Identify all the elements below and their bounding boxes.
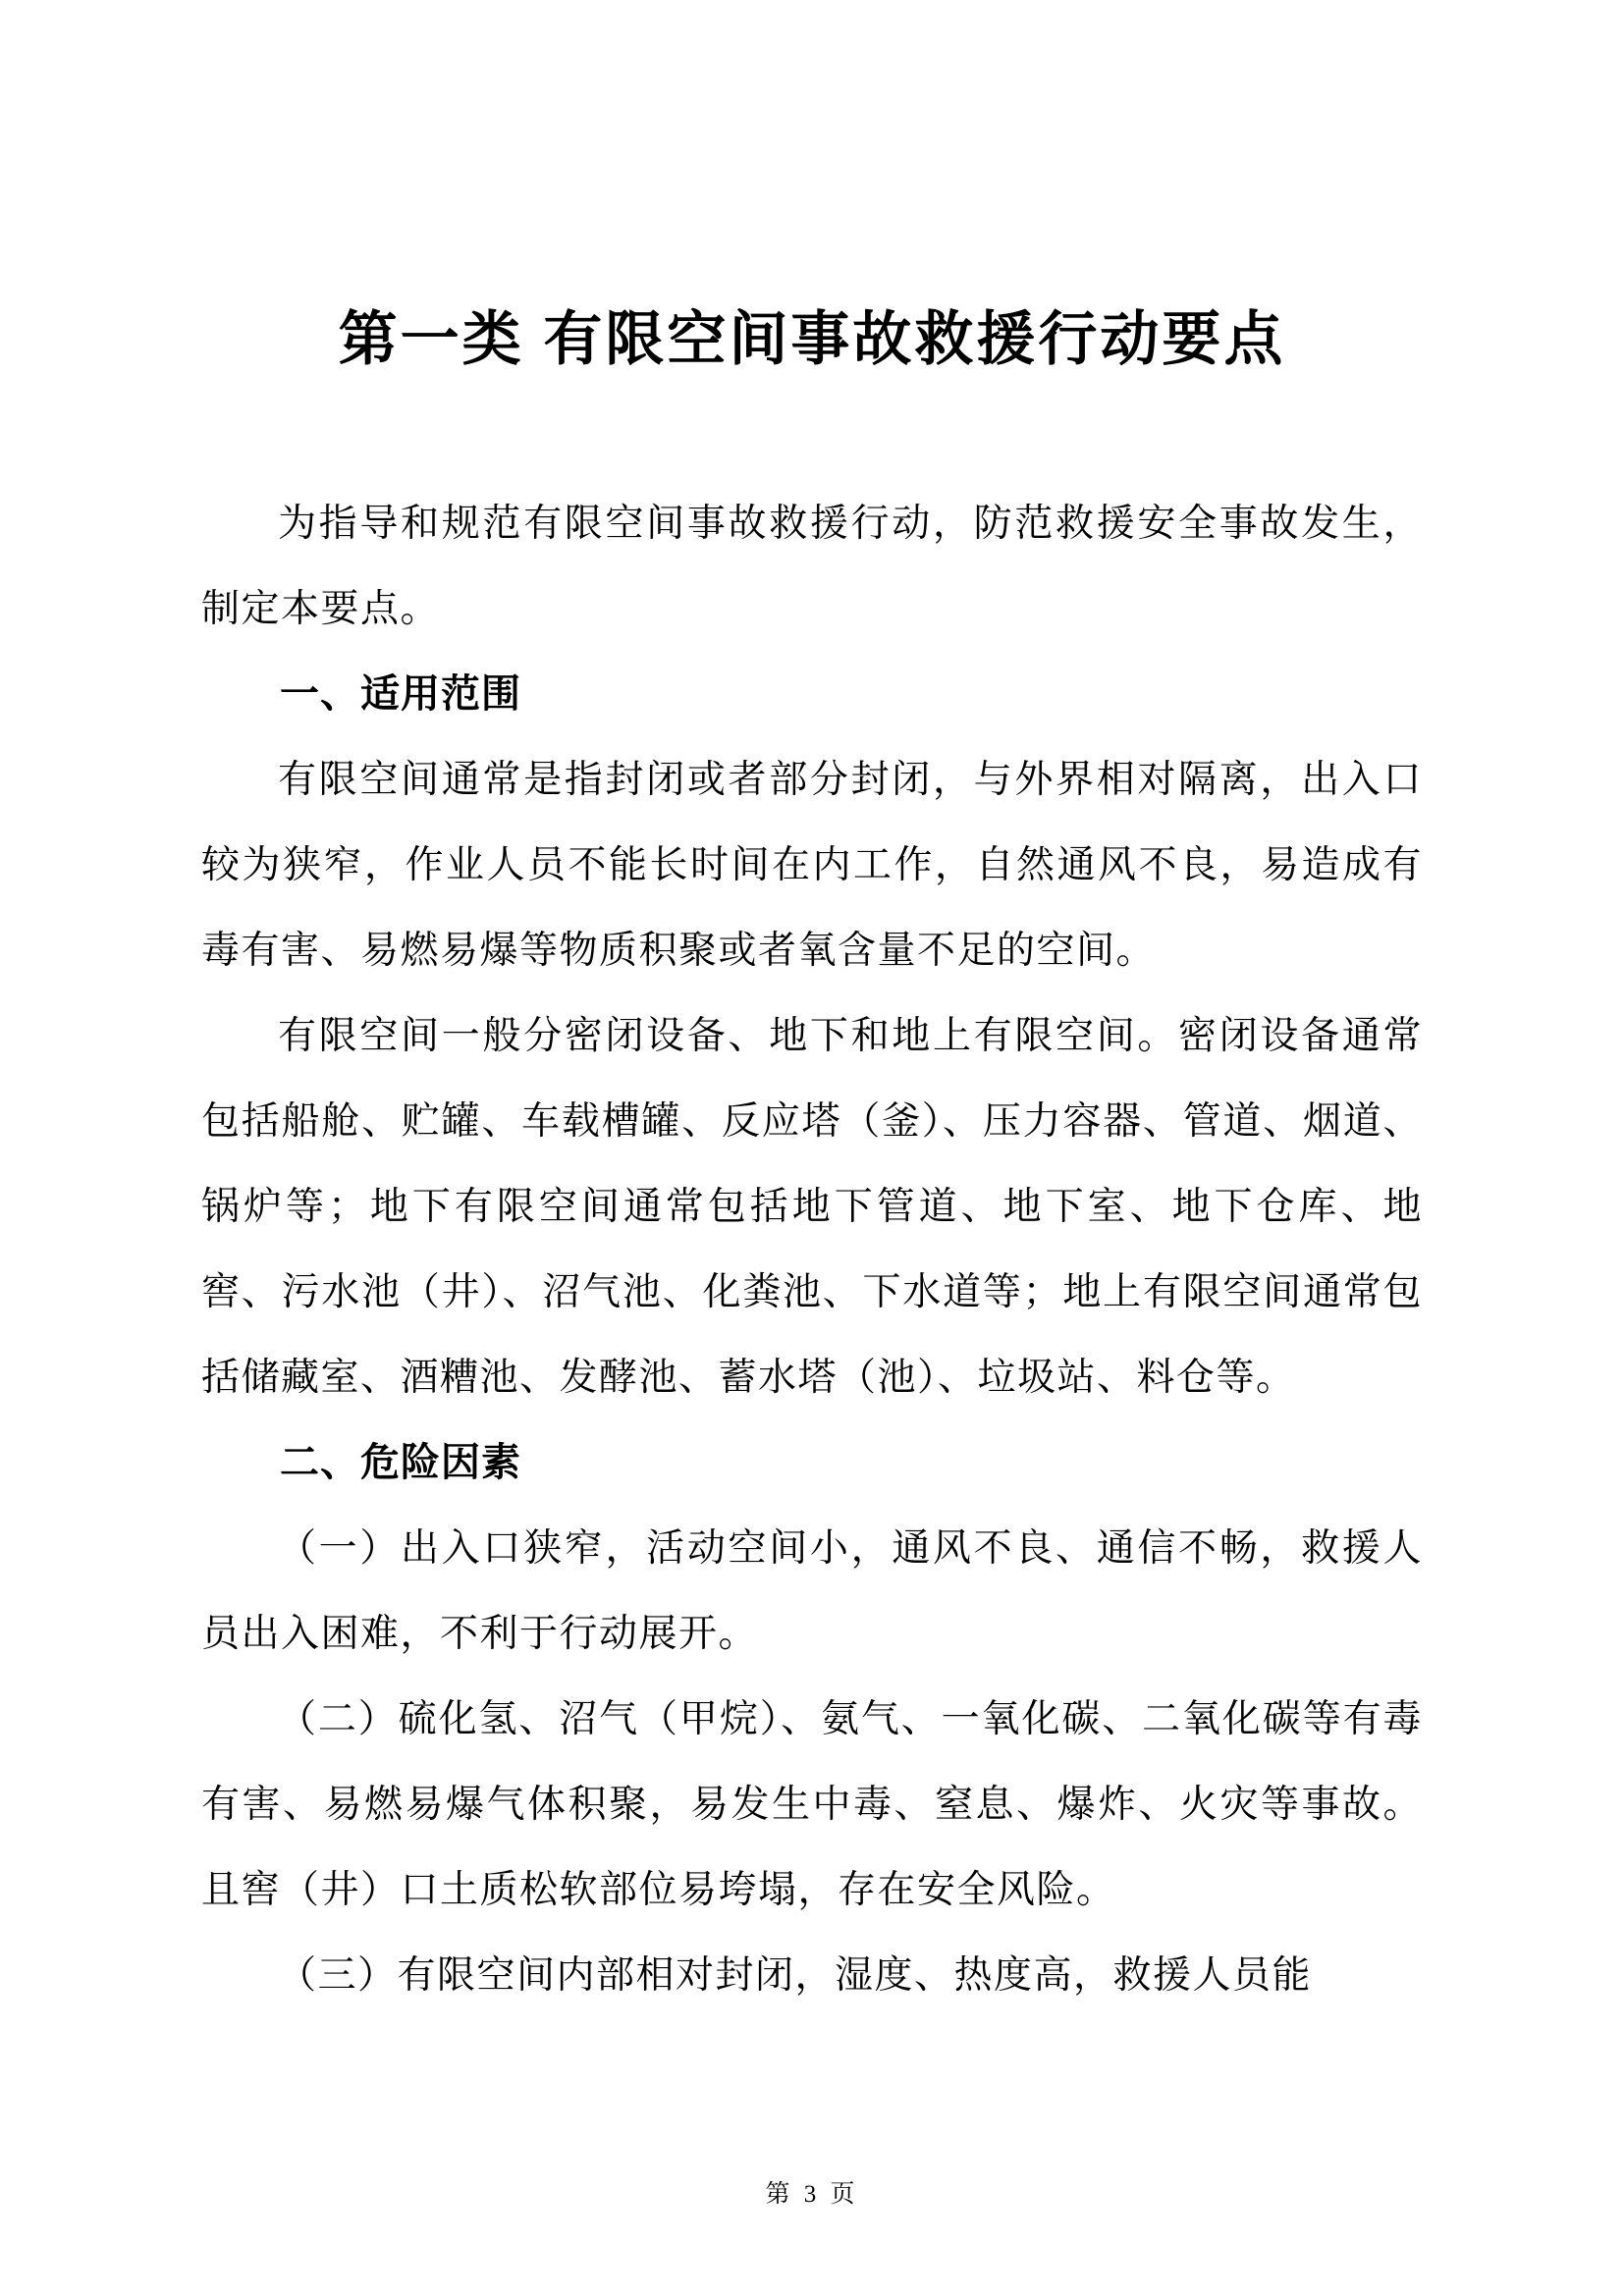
page-number: 第 3 页 — [765, 2181, 859, 2208]
page-title: 第一类 有限空间事故救援行动要点 — [338, 306, 1286, 372]
paragraph-hazard-2: （二）硫化氢、沼气（甲烷）、氨气、一氧化碳、二氧化碳等有毒有害、易燃易爆气体积聚，易发生中毒、窒息、爆炸、火灾等事故。且窖（井）口土质松软部位易垮塌，存在安全风险。 — [201, 1698, 1423, 1911]
paragraph-hazard-3: （三）有限空间内部相对封闭，湿度、热度高，救援人员能 — [278, 1954, 1313, 1997]
paragraph-scope-2: 有限空间一般分密闭设备、地下和地上有限空间。密闭设备通常包括船舱、贮罐、车载槽罐、反应塔（釜）、压力容器、管道、烟道、锅炉等；地下有限空间通常包括地下管道、地下室、地下仓库、地窖、污水池（井）、沼气池、化粪池、下水道等；地上有限空间通常包括储藏室、酒糟池、发酵池、蓄水塔（池）、垃圾站、料仓等。 — [201, 1015, 1423, 1399]
page-footer — [0, 2174, 1624, 2210]
paragraph-hazard-1: （一）出入口狭窄，活动空间小，通风不良、通信不畅，救援人员出入困难，不利于行动展开。 — [201, 1527, 1423, 1655]
section-heading-hazards: 二、危险因素 — [280, 1441, 521, 1484]
intro-paragraph: 为指导和规范有限空间事故救援行动，防范救援安全事故发生，制定本要点。 — [201, 503, 1423, 630]
paragraph-scope-1: 有限空间通常是指封闭或者部分封闭，与外界相对隔离，出入口较为狭窄，作业人员不能长时间在内工作，自然通风不良，易造成有毒有害、易燃易爆等物质积聚或者氧含量不足的空间。 — [201, 759, 1423, 972]
section-heading-scope: 一、适用范围 — [280, 672, 521, 716]
